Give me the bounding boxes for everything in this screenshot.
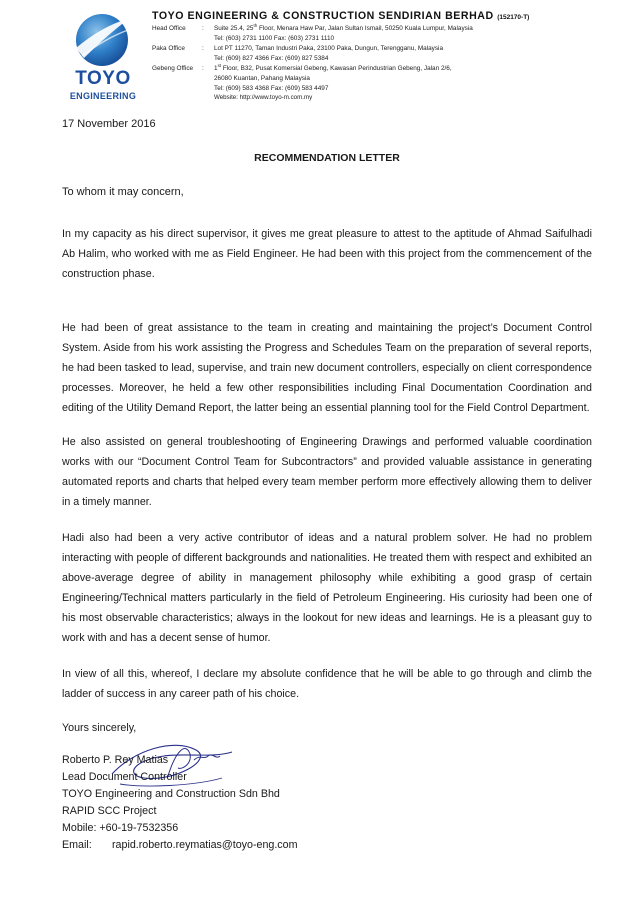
office-phone-line: Tel: (603) 2731 1100 Fax: (603) 2731 1110 bbox=[214, 34, 335, 42]
paragraph: Hadi also had been a very active contributor of ideas and a natural problem solver. He had no problem interacting with people of different backgrounds and nationalities. He treated them with respect and exhibited an above-average degree of ability in management philosophy while exhibiting a good grasp of certain Engineering/Technical matters particularly in the field of Petroleum Engineering. His curiosity had been one of his most observable characteristics; always in the lookout for new ideas and learnings. He is a pleasant guy to work with and has a decent sense of humor. bbox=[62, 532, 592, 644]
closing: Yours sincerely, bbox=[62, 722, 137, 734]
office-gebeng bbox=[152, 64, 473, 102]
office-address-line: Suite 25.4, 25th Floor, Menara Haw Par, Jalan Sultan Ismail, 50250 Kuala Lumpur, Malaysia bbox=[214, 22, 473, 32]
office-phone-line: Tel: (609) 583 4368 Fax: (609) 583 4497 bbox=[214, 84, 329, 92]
logo-wordmark: TOYO bbox=[75, 68, 131, 89]
office-paka bbox=[152, 44, 473, 64]
office-colon: : bbox=[202, 25, 204, 32]
company-name-text: TOYO ENGINEERING & CONSTRUCTION SENDIRIAN BERHAD bbox=[152, 10, 494, 22]
office-phone-line: Tel: (609) 827 4366 Fax: (609) 827 5384 bbox=[214, 54, 329, 62]
signer-project: RAPID SCC Project bbox=[62, 805, 157, 817]
website-line: Website: http://www.toyo-m.com.my bbox=[214, 94, 313, 102]
toyo-globe-icon bbox=[62, 8, 142, 70]
salutation: To whom it may concern, bbox=[62, 186, 184, 198]
signer-company: TOYO Engineering and Construction Sdn Bhd bbox=[62, 788, 280, 800]
letterhead bbox=[62, 8, 622, 108]
office-colon: : bbox=[202, 65, 204, 73]
registration-number: (152170-T) bbox=[497, 14, 530, 21]
paragraph: He had been of great assistance to the team in creating and maintaining the project’s Document Control System. Aside from his work assisting the Progress and Schedules Team on the preparation of several reports, he had been tasked to lead, supervise, and train new document controllers, especially on client correspondence processes. Moreover, he held a few other responsibilities including Final Documentation Coordination and editing of the Utility Demand Report, the latter being an essential planning tool for the Field Control Department. bbox=[62, 322, 592, 414]
letter-date: 17 November 2016 bbox=[62, 118, 156, 130]
office-colon: : bbox=[202, 45, 204, 53]
company-name bbox=[152, 10, 529, 22]
paragraph: In my capacity as his direct supervisor, it gives me great pleasure to attest to the aptitude of Ahmad Saifulhadi Ab Halim, who worked with me as Field Engineer. He had been with this project from the commencement of the construction phase. bbox=[62, 228, 592, 280]
letter-subject: RECOMMENDATION LETTER bbox=[254, 152, 400, 164]
toyo-logo bbox=[62, 8, 142, 108]
signer-email[interactable]: rapid.roberto.reymatias@toyo-eng.com bbox=[112, 839, 298, 851]
office-addresses bbox=[152, 24, 473, 103]
signature-block bbox=[62, 752, 298, 854]
signer-email-row bbox=[62, 837, 298, 854]
email-label: Email: bbox=[62, 839, 92, 851]
office-address-line: 1st Floor, B32, Pusat Komersial Gebeng, Kawasan Perindustrian Gebeng, Jalan 2/6, bbox=[214, 63, 452, 73]
office-head bbox=[152, 24, 473, 44]
signer-title: Lead Document Controller bbox=[62, 771, 187, 783]
paragraph: He also assisted on general troubleshooting of Engineering Drawings and performed valuable coordination works with our “Document Control Team for Subcontractors” and provided valuable assistance in generating automated reports and charts that helped every team member perform more effectively allowing them to deliver in a timely manner. bbox=[62, 436, 592, 508]
office-label: Paka Office bbox=[152, 45, 185, 53]
office-label: Gebeng Office bbox=[152, 65, 194, 73]
office-address-line: 26080 Kuantan, Pahang Malaysia bbox=[214, 74, 310, 82]
signer-mobile: Mobile: +60-19-7532356 bbox=[62, 822, 179, 834]
signer-name: Roberto P. Rey Matias bbox=[62, 754, 169, 766]
office-address-line: Lot PT 11270, Taman Industri Paka, 23100 Paka, Dungun, Terengganu, Malaysia bbox=[214, 45, 444, 53]
paragraph: In view of all this, whereof, I declare my absolute confidence that he will be able to go through and climb the ladder of success in any career path of his choice. bbox=[62, 668, 592, 700]
logo-subtext: ENGINEERING bbox=[69, 91, 137, 101]
office-label: Head Office bbox=[152, 25, 186, 32]
